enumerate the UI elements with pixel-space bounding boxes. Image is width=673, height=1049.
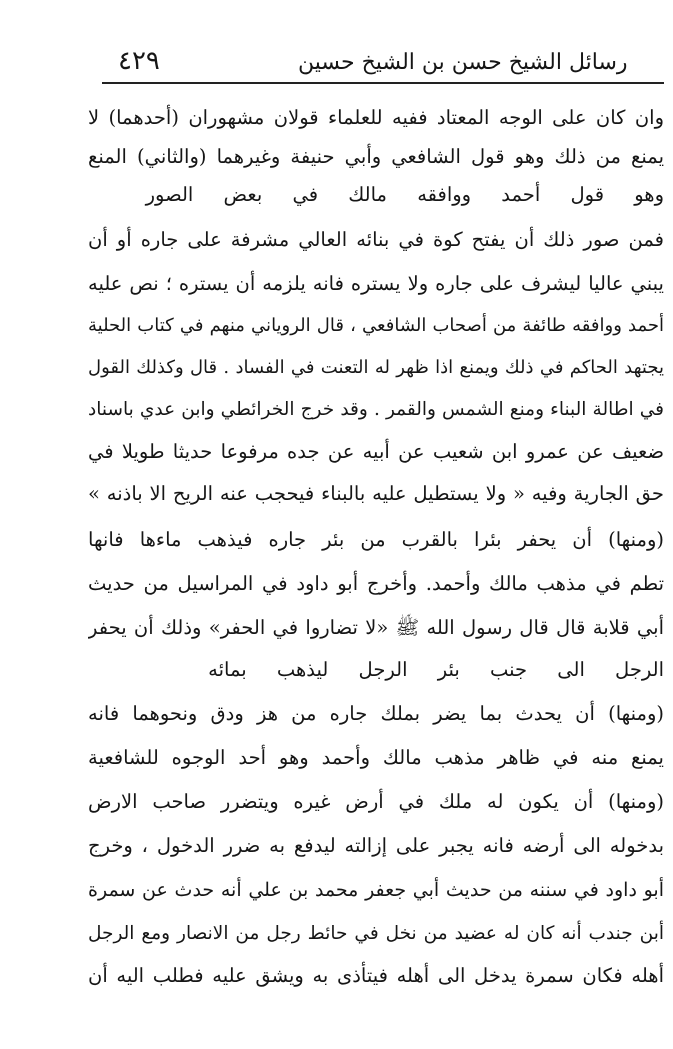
text-line-16: يمنع منه في ظاهر مذهب مالك وأحمد وهو أحد الوجوه للشافعية <box>88 746 664 769</box>
text-line-2: يمنع من ذلك وهو قول الشافعي وأبي حنيفة وغيرهما (والثاني) المنع <box>88 145 664 168</box>
running-title: رسائل الشيخ حسن بن الشيخ حسين <box>298 50 628 75</box>
text-line-14: الرجل الى جنب بئر الرجل ليذهب بمائه <box>208 658 664 681</box>
header-rule <box>102 82 664 84</box>
text-line-15: (ومنها) أن يحدث بما يضر بملك جاره من هز ودق ونحوهما فانه <box>88 702 664 725</box>
text-line-21: أهله فكان سمرة يدخل الى أهله فيتأذى به ويشق عليه فطلب اليه أن <box>88 964 664 987</box>
text-line-12: تطم في مذهب مالك وأحمد. وأخرج أبو داود في المراسيل من حديث <box>88 572 664 595</box>
text-line-6: أحمد ووافقه طائفة من أصحاب الشافعي ، قال الروياني منهم في كتاب الحلية <box>88 315 664 336</box>
text-line-11: (ومنها) أن يحفر بئرا بالقرب من بئر جاره فيذهب ماءها فانها <box>88 528 664 551</box>
text-line-8: في اطالة البناء ومنع الشمس والقمر . وقد خرج الخرائطي وابن عدي باسناد <box>88 399 664 420</box>
text-line-19: أبو داود في سننه من حديث أبي جعفر محمد بن علي أنه حدث عن سمرة <box>88 879 664 901</box>
text-line-17: (ومنها) أن يكون له ملك في أرض غيره ويتضرر صاحب الارض <box>88 790 664 813</box>
text-line-20: أبن جندب أنه كان له عضيد من نخل في حائط رجل من الانصار ومع الرجل <box>88 923 664 944</box>
page-number: ٤٢٩ <box>118 46 160 76</box>
text-line-9: ضعيف عن عمرو ابن شعيب عن أبيه عن جده مرفوعا حديثا طويلا في <box>88 440 664 463</box>
text-line-1: وان كان على الوجه المعتاد ففيه للعلماء قولان مشهوران (أحدهما) لا <box>88 106 664 129</box>
text-line-10: حق الجارية وفيه « ولا يستطيل عليه بالبناء فيحجب عنه الريح الا باذنه » <box>88 482 664 505</box>
text-line-3: وهو قول أحمد ووافقه مالك في بعض الصور <box>145 183 664 206</box>
text-line-4: فمن صور ذلك أن يفتح كوة في بنائه العالي مشرفة على جاره أو أن <box>88 228 664 251</box>
text-line-5: يبني عاليا ليشرف على جاره ولا يستره فانه يلزمه أن يستره ؛ نص عليه <box>88 272 664 295</box>
page-header <box>84 38 672 80</box>
text-line-18: بدخوله الى أرضه فانه يجبر على إزالته ليدفع به ضرر الدخول ، وخرج <box>88 834 664 857</box>
text-line-7: يجتهد الحاكم في ذلك ويمنع اذا ظهر له التعنت في الفساد . قال وكذلك القول <box>88 357 664 378</box>
text-line-13: أبي قلابة قال قال رسول الله ﷺ «لا تضاروا في الحفر» وذلك أن يحفر <box>88 616 664 639</box>
